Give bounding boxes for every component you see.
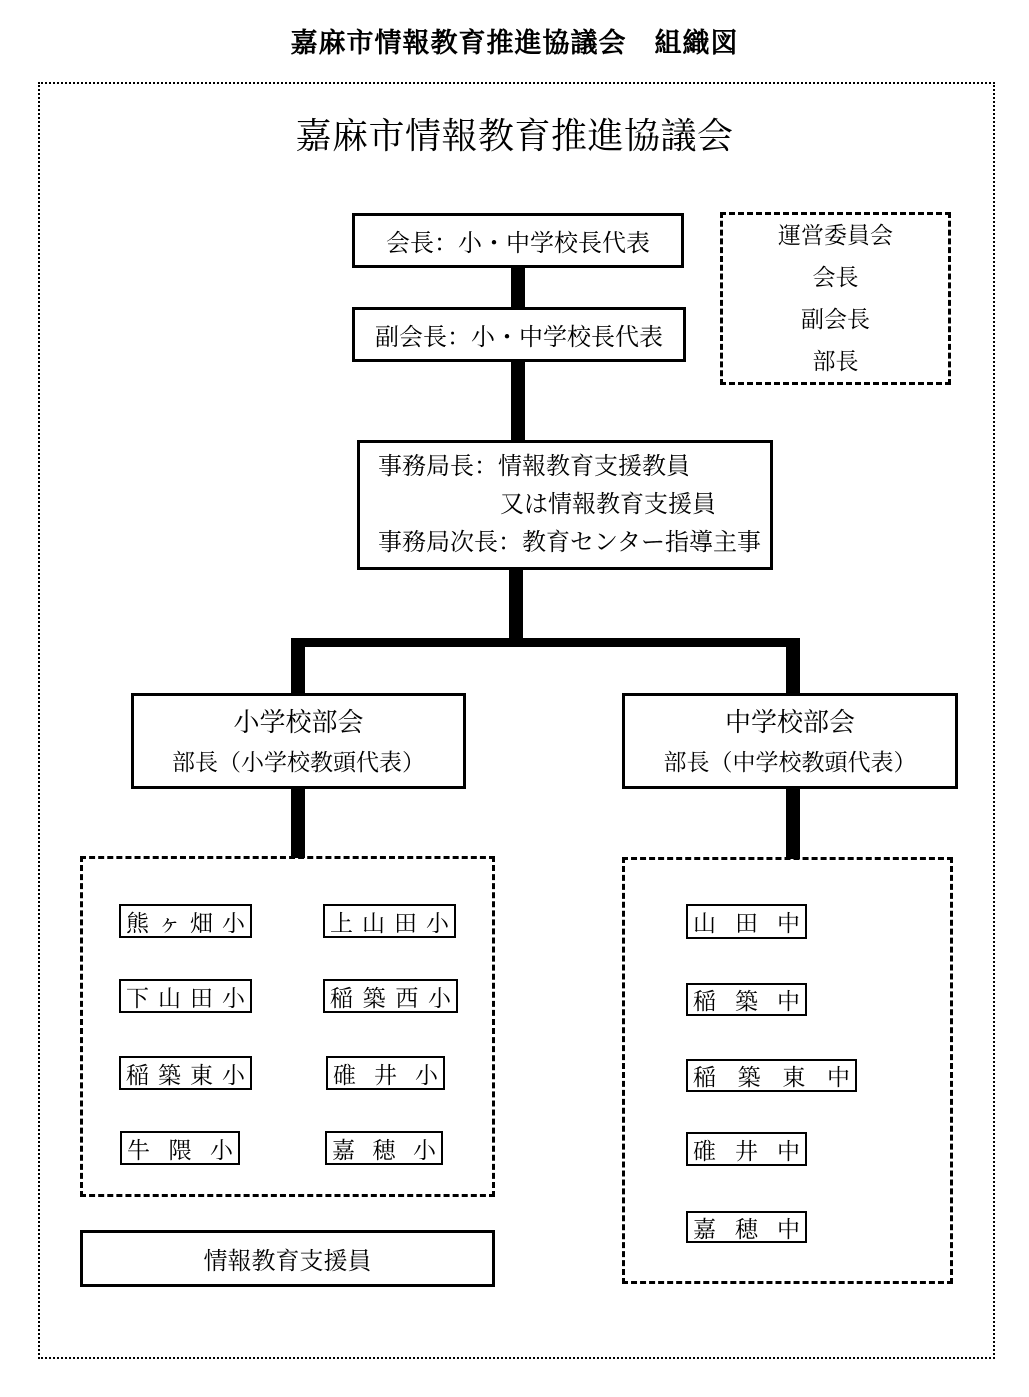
connector-branch-right-drop xyxy=(786,638,800,696)
elementary-division-box xyxy=(131,693,466,789)
school-box: 碓 井 中 xyxy=(686,1132,807,1166)
support-staff-box xyxy=(80,1230,495,1287)
chairman-label: 会長：小・中学校長代表 xyxy=(386,231,650,257)
connector-juniorhigh-schools xyxy=(786,784,800,859)
school-box: 稲 築 西 小 xyxy=(323,979,458,1013)
school-box: 稲 築 東 小 xyxy=(119,1056,252,1090)
steering-committee-member: 会長 xyxy=(812,264,859,290)
school-box: 碓 井 小 xyxy=(326,1056,445,1090)
school-box: 嘉 穂 中 xyxy=(686,1211,807,1243)
secretariat-chief-line: 事務局長：情報教育支援教員 xyxy=(378,454,690,480)
school-box: 上 山 田 小 xyxy=(323,904,456,938)
school-box: 下 山 田 小 xyxy=(119,979,252,1013)
support-staff-label: 情報教育支援員 xyxy=(203,1249,372,1275)
steering-committee-box xyxy=(720,212,951,385)
juniorhigh-schools-group xyxy=(622,857,953,1284)
school-box: 稲 築 中 xyxy=(686,983,807,1016)
connector-vicechairman-secretariat xyxy=(511,359,525,443)
elementary-division-title: 小学校部会 xyxy=(233,708,364,737)
connector-secretariat-branch xyxy=(509,567,523,647)
juniorhigh-division-box xyxy=(622,693,958,789)
connector-branch-horizontal xyxy=(291,638,800,647)
steering-committee-member: 副会長 xyxy=(801,306,870,332)
steering-committee-member: 部長 xyxy=(812,348,859,374)
school-box: 牛 隈 小 xyxy=(120,1131,240,1165)
school-box: 稲 築 東 中 xyxy=(686,1059,857,1092)
secretariat-alt-line: 又は情報教育支援員 xyxy=(500,492,716,518)
vice-chairman-box xyxy=(352,307,686,362)
council-title: 嘉麻市情報教育推進協議会 xyxy=(295,116,734,156)
juniorhigh-division-title: 中学校部会 xyxy=(724,708,855,737)
page-title: 嘉麻市情報教育推進協議会 組織図 xyxy=(290,28,739,58)
elementary-division-head: 部長（小学校教頭代表） xyxy=(172,750,425,775)
secretariat-box xyxy=(357,440,773,570)
vice-chairman-label: 副会長：小・中学校長代表 xyxy=(375,325,663,351)
elementary-schools-group xyxy=(80,856,495,1197)
connector-branch-left-drop xyxy=(291,638,305,696)
school-box: 嘉 穂 小 xyxy=(325,1131,443,1165)
connector-elementary-schools xyxy=(291,786,305,858)
school-box: 熊 ヶ 畑 小 xyxy=(119,904,252,938)
school-box: 山 田 中 xyxy=(686,904,807,939)
juniorhigh-division-head: 部長（中学校教頭代表） xyxy=(663,750,917,775)
chairman-box xyxy=(352,213,684,268)
steering-committee-title: 運営委員会 xyxy=(778,222,893,248)
connector-chairman-vicechairman xyxy=(511,265,525,310)
secretariat-deputy-line: 事務局次長：教育センター指導主事 xyxy=(378,530,762,556)
